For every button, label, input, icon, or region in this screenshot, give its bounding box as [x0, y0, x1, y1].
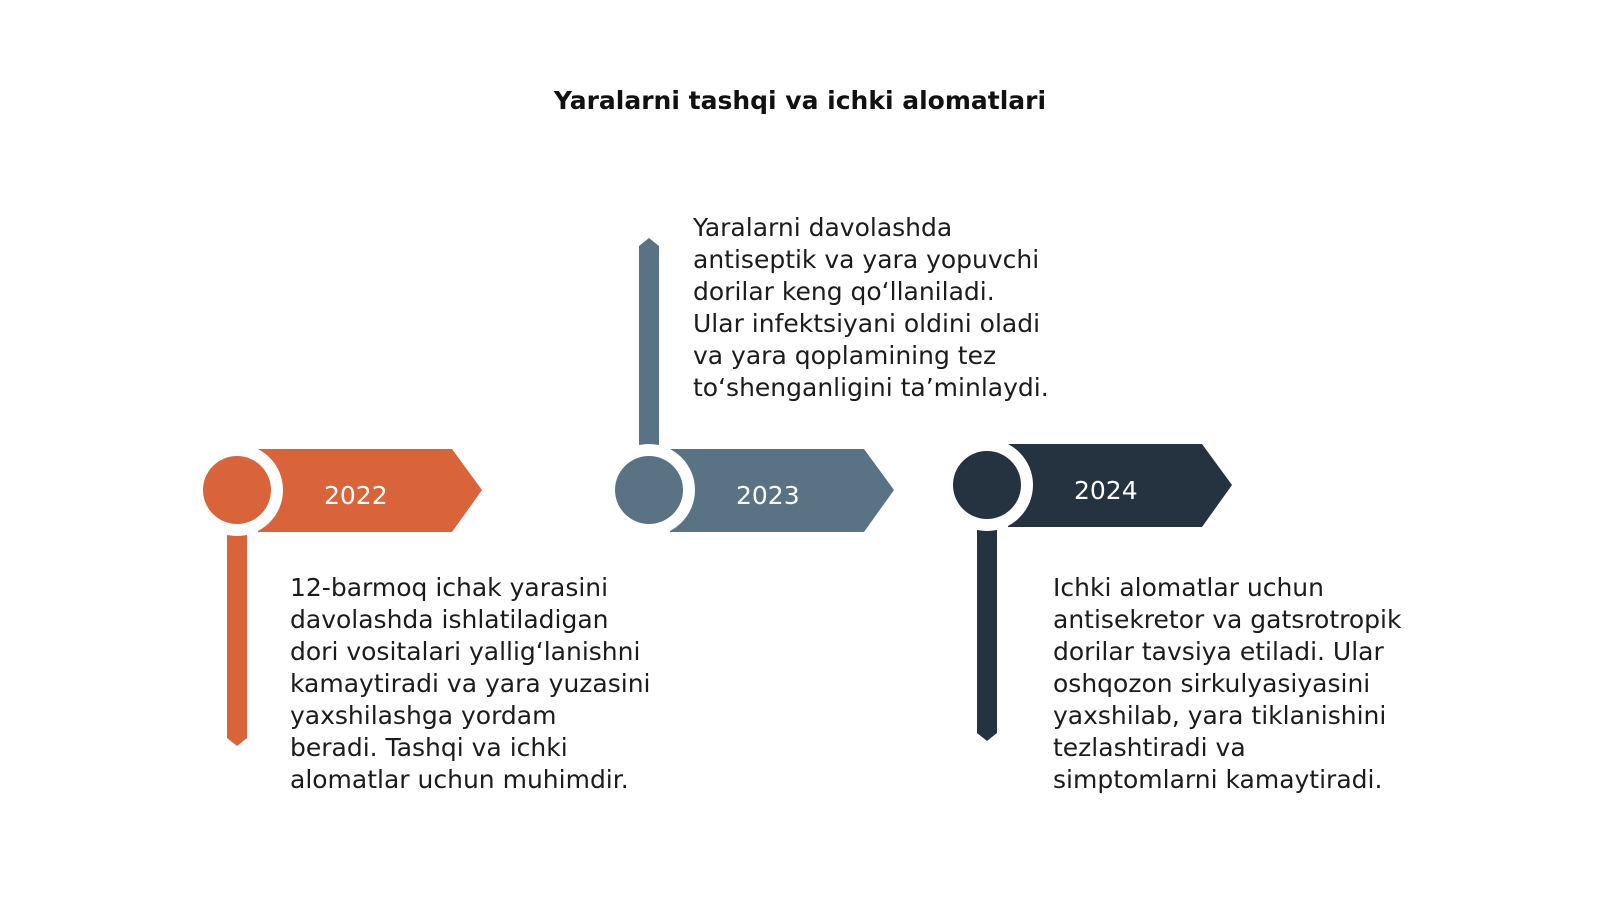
description-2023: Yaralarni davolashda antiseptik va yara yopuvchi dorilar keng qo‘llaniladi. Ular infektsiyani oldini oladi va yara qoplamining tez to‘shenganligini ta’minlaydi.: [693, 213, 1049, 402]
node-dot-2024: [953, 451, 1021, 519]
stem-2024: [977, 525, 997, 741]
year-label-2024: 2024: [1074, 476, 1138, 505]
description-2024: Ichki alomatlar uchun antisekretor va gatsrotropik dorilar tavsiya etiladi. Ular oshqozon sirkulyasiyasini yaxshilab, yara tiklanishini tezlashtiradi va simptomlarni kamaytiradi.: [1053, 573, 1402, 794]
stem-2022: [227, 530, 247, 746]
year-label-2022: 2022: [324, 481, 388, 510]
node-dot-2022: [203, 456, 271, 524]
node-dot-2023: [615, 456, 683, 524]
description-2022: 12-barmoq ichak yarasini davolashda ishlatiladigan dori vositalari yallig‘lanishni kamaytiradi va yara yuzasini yaxshilashga yordam beradi. Tashqi va ichki alomatlar uchun muhimdir.: [290, 573, 651, 794]
year-label-2023: 2023: [736, 481, 800, 510]
stem-2023: [639, 238, 659, 450]
page-title: Yaralarni tashqi va ichki alomatlari: [553, 86, 1047, 115]
